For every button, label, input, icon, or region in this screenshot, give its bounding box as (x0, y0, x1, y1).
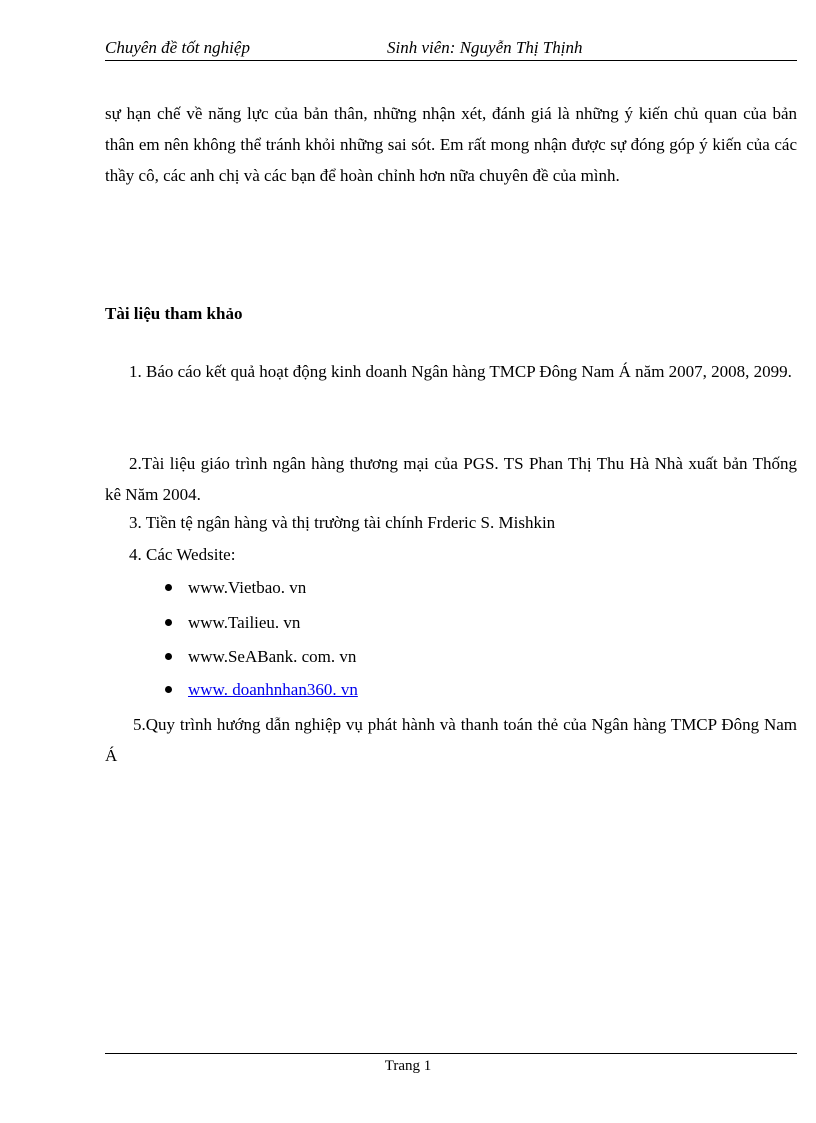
website-list-item (165, 578, 306, 598)
website-list-item (165, 680, 358, 700)
website-text: www.Vietbao. vn (188, 578, 307, 597)
reference-item-4: 4. Các Wedsite: (129, 545, 236, 564)
reference-item-3: 3. Tiền tệ ngân hàng và thị trường tài chính Frderic S. Mishkin (129, 513, 556, 532)
header-student-name: Sinh viên: Nguyễn Thị Thịnh (387, 38, 583, 57)
website-text: www.SeABank. com. vn (188, 647, 357, 666)
bullet-icon (165, 653, 172, 660)
references-heading: Tài liệu tham khảo (105, 304, 243, 323)
website-text: www.Tailieu. vn (188, 613, 301, 632)
intro-paragraph: sự hạn chế về năng lực của bản thân, những nhận xét, đánh giá là những ý kiến chủ quan của bản thân em nên không thể tránh khỏi những sai sót. Em rất mong nhận được sự đóng góp ý kiến của các thầy cô, các anh chị và các bạn để hoàn chỉnh hơn nữa chuyên đề của mình. (105, 104, 797, 185)
reference-item-2: 2.Tài liệu giáo trình ngân hàng thương mại của PGS. TS Phan Thị Thu Hà Nhà xuất bản Thống kê Năm 2004. (105, 454, 797, 504)
bullet-icon (165, 584, 172, 591)
bullet-icon (165, 686, 172, 693)
reference-item-5: 5.Quy trình hướng dẫn nghiệp vụ phát hành và thanh toán thẻ của Ngân hàng TMCP Đông Nam Á (105, 715, 797, 765)
bullet-icon (165, 619, 172, 626)
website-list-item (165, 613, 300, 633)
reference-item-1: 1. Báo cáo kết quả hoạt động kinh doanh Ngân hàng TMCP Đông Nam Á năm 2007, 2008, 2099. (129, 362, 792, 381)
page-number: Trang 1 (384, 1058, 432, 1074)
page-header (105, 38, 797, 61)
website-link[interactable]: www. doanhnhan360. vn (188, 680, 358, 699)
website-list-item (165, 647, 356, 667)
header-document-type: Chuyên đề tốt nghiệp (105, 38, 250, 57)
footer-divider (105, 1053, 797, 1054)
